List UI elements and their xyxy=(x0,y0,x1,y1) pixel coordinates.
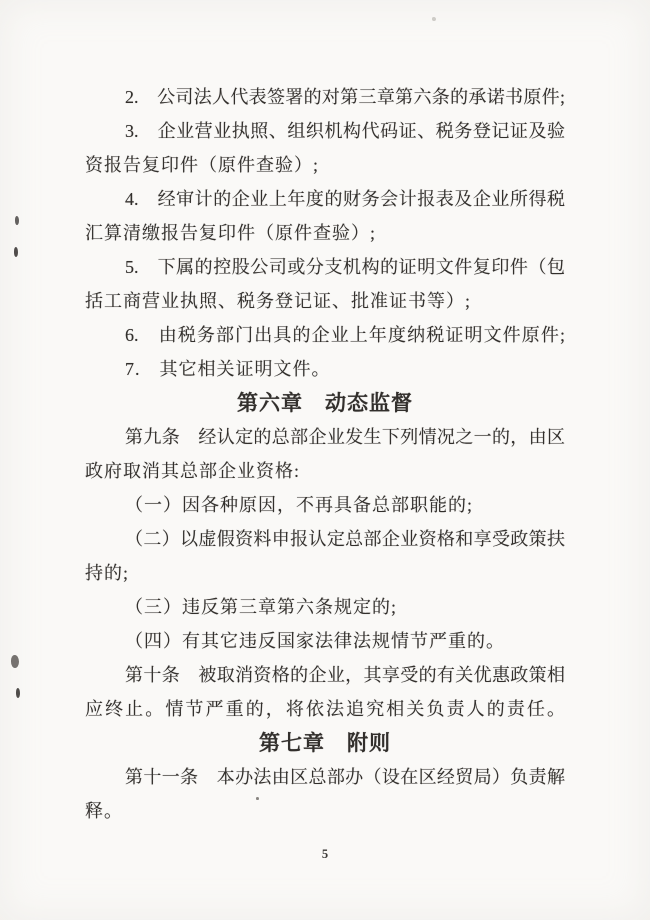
text-line: （三）违反第三章第六条规定的; xyxy=(125,597,397,617)
text-line: （一）因各种原因，不再具备总部职能的; xyxy=(125,495,473,515)
text-line: 括工商营业执照、税务登记证、批准证书等）; xyxy=(85,291,471,311)
text-line: 持的; xyxy=(85,563,130,583)
text-line: 3. 企业营业执照、组织机构代码证、税务登记证及验 xyxy=(125,121,565,141)
text-line: 7. 其它相关证明文件。 xyxy=(125,359,331,379)
page-number: 5 xyxy=(321,847,329,861)
scan-artifact xyxy=(15,216,19,225)
scan-artifact xyxy=(14,247,18,257)
text-line: 4. 经审计的企业上年度的财务会计报表及企业所得税 xyxy=(125,189,565,209)
text-line: 2. 公司法人代表签署的对第三章第六条的承诺书原件; xyxy=(125,87,565,107)
text-line: 应终止。情节严重的，将依法追究相关负责人的责任。 xyxy=(85,699,565,719)
scan-artifact xyxy=(11,655,19,668)
text-line: 第十一条 本办法由区总部办（设在区经贸局）负责解 xyxy=(125,767,565,787)
text-line: 第九条 经认定的总部企业发生下列情况之一的，由区 xyxy=(125,427,565,447)
chapter-heading: 第六章 动态监督 xyxy=(237,391,413,415)
text-line: （二）以虚假资料申报认定总部企业资格和享受政策扶 xyxy=(125,529,565,549)
text-line: 释。 xyxy=(85,801,123,821)
text-line: 6. 由税务部门出具的企业上年度纳税证明文件原件; xyxy=(125,325,565,345)
text-line: （四）有其它违反国家法律法规情节严重的。 xyxy=(125,631,505,651)
chapter-heading: 第七章 附则 xyxy=(259,731,391,755)
document-body xyxy=(85,80,565,828)
text-line: 资报告复印件（原件查验）; xyxy=(85,155,319,175)
text-line: 第十条 被取消资格的企业，其享受的有关优惠政策相 xyxy=(125,665,565,685)
text-line: 汇算清缴报告复印件（原件查验）; xyxy=(85,223,376,243)
scan-artifact xyxy=(16,688,20,698)
scan-artifact xyxy=(432,17,436,21)
text-line: 5. 下属的控股公司或分支机构的证明文件复印件（包 xyxy=(125,257,565,277)
text-line: 政府取消其总部企业资格: xyxy=(85,461,300,481)
